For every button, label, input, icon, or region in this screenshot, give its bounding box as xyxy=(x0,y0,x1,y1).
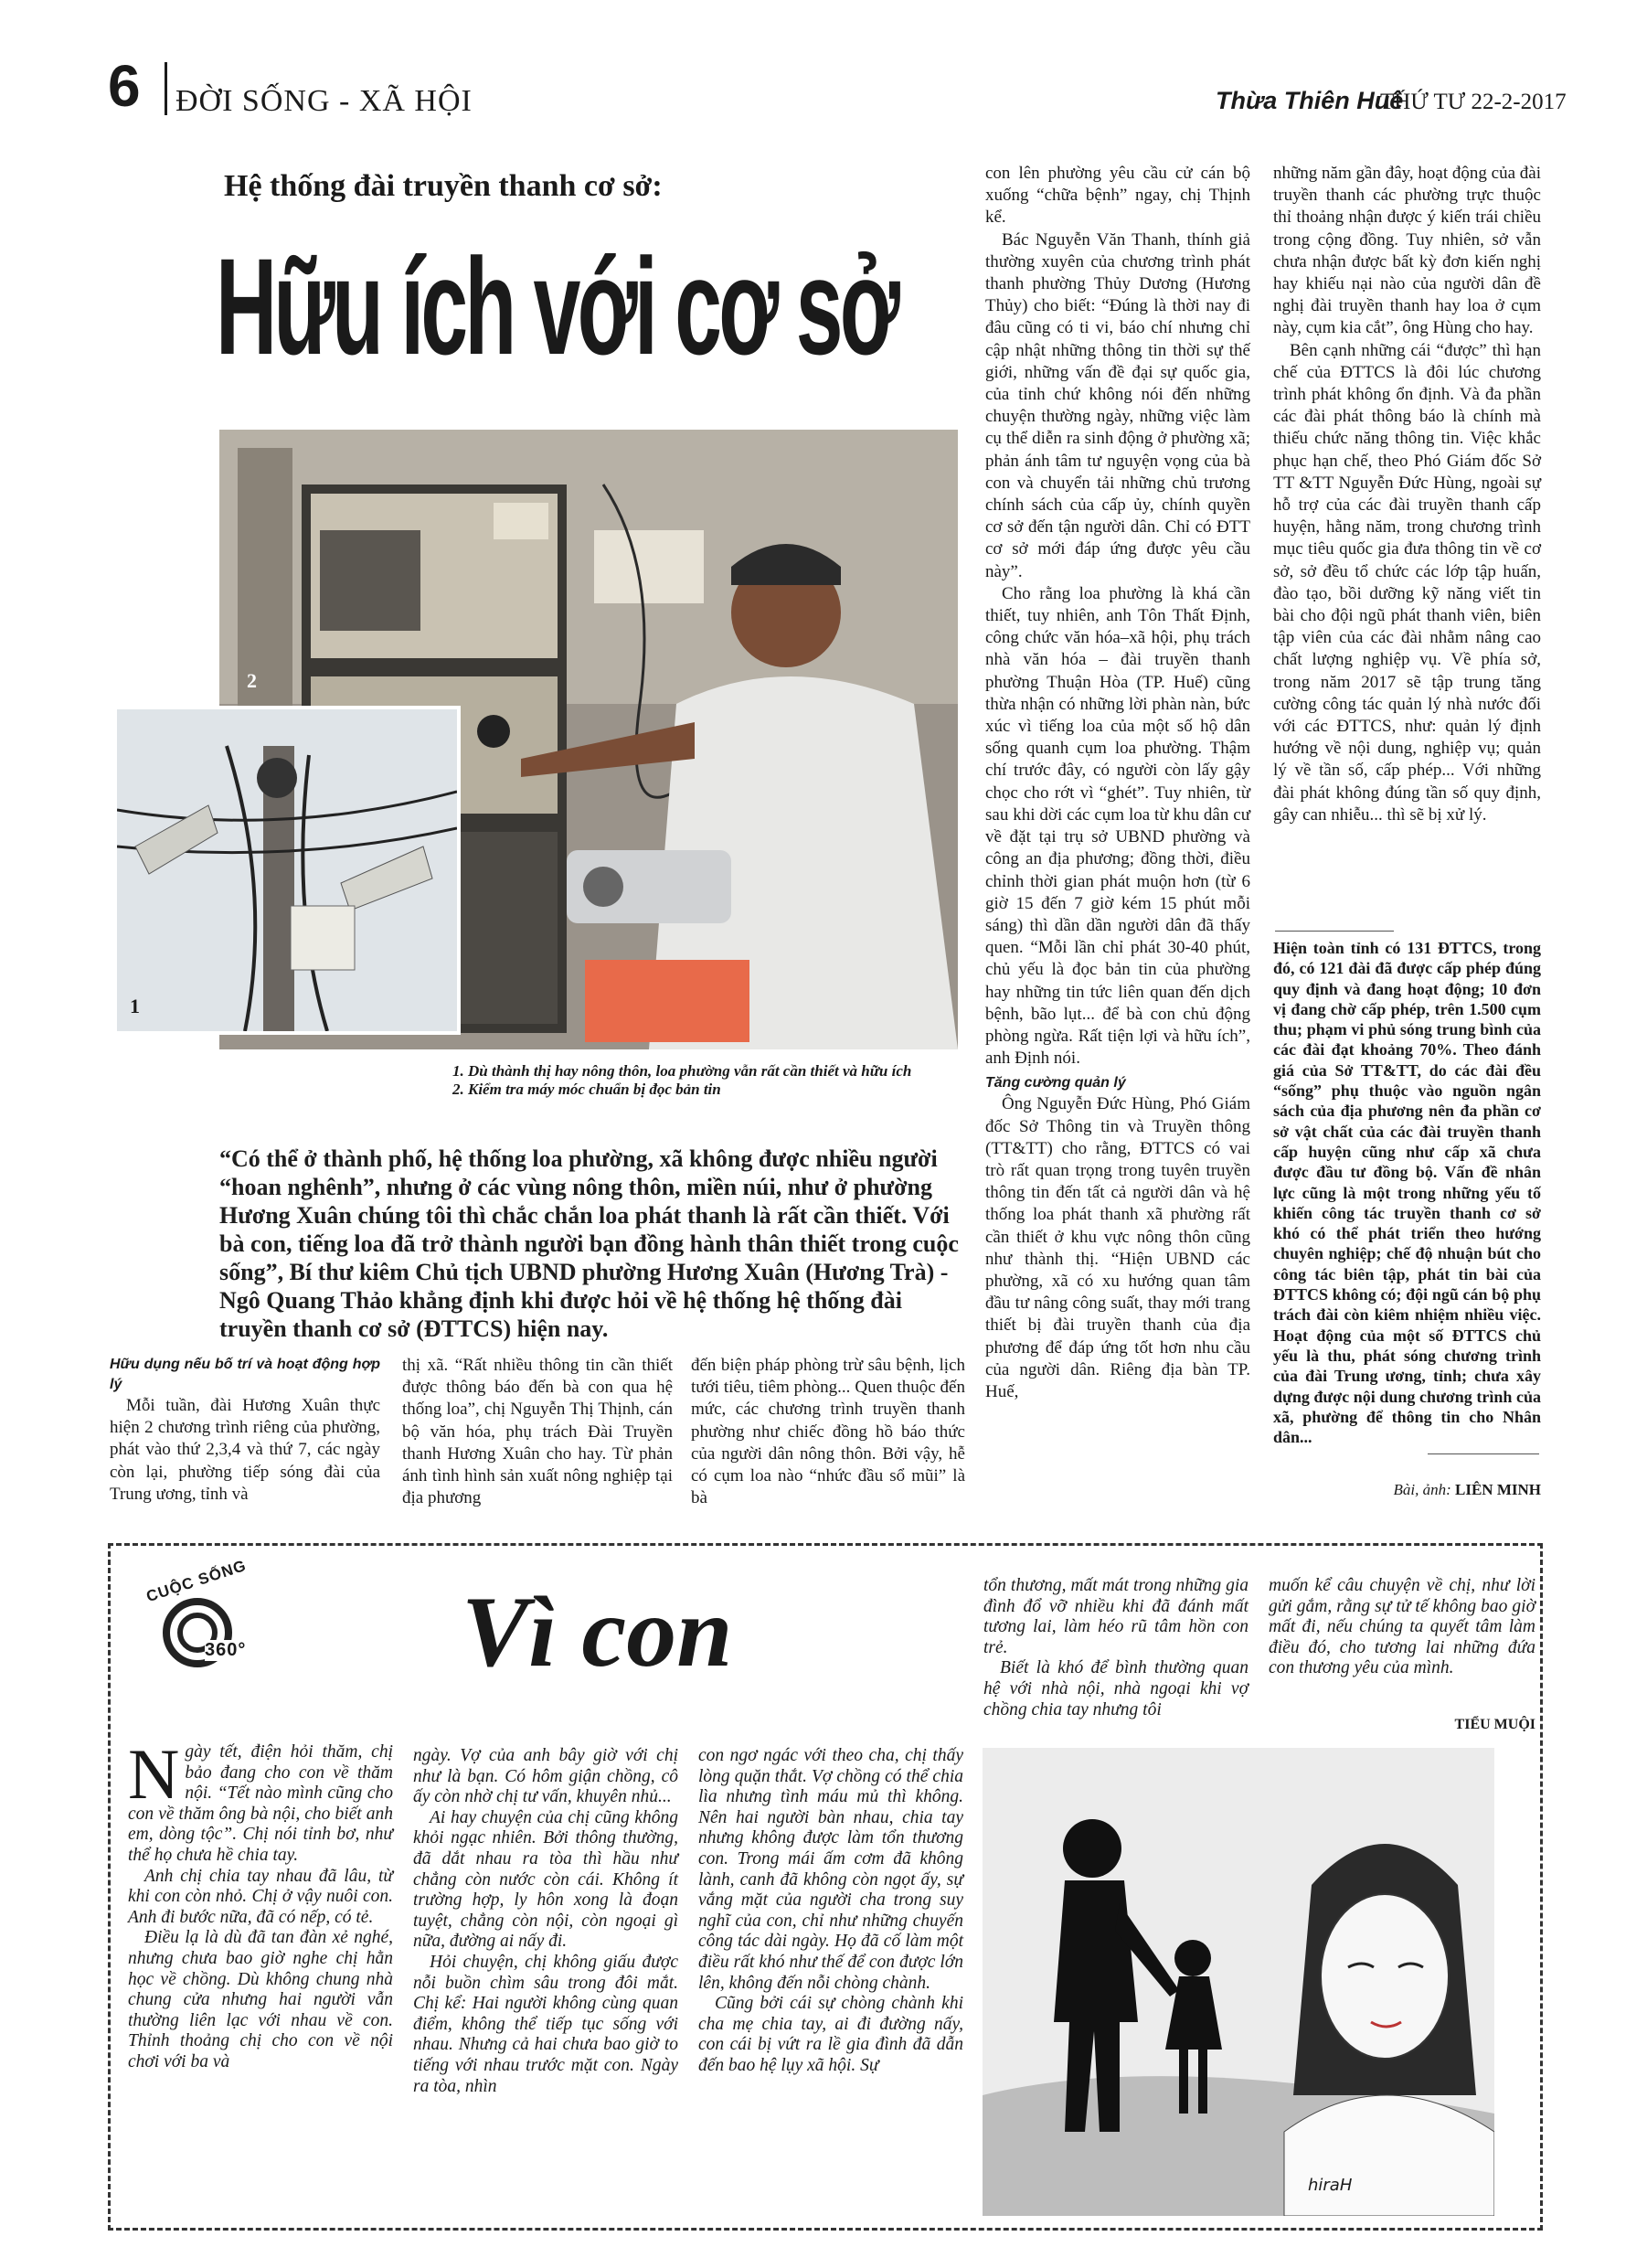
paragraph: con ngơ ngác với theo cha, chị thấy lòng quặn thắt. Vợ chồng có thể chia lìa nhưng tình máu mủ thì không. Nên hai người bàn nhau, chia tay nhưng không được làm tổn thương con. Trong mái ấm cơm đã không lành, canh đã không còn ngọt ấy, sự vắng mặt của người cha trong suy nghĩ của con, chỉ như những chuyến công tác dài ngày. Họ đã cố làm một điều rất khó như thế để con được lớn lên, không đến nỗi chòng chành. xyxy=(698,1746,963,1993)
caption-line: 1. Dù thành thị hay nông thôn, loa phường vẫn rất cần thiết và hữu ích xyxy=(452,1062,912,1080)
subheading: Hữu dụng nếu bố trí và hoạt động hợp lý xyxy=(110,1357,380,1392)
paragraph: Ông Nguyễn Đức Hùng, Phó Giám đốc Sở Thông tin và Truyền thông (TT&TT) cho rằng, ĐTTCS có vai trò rất quan trọng trong tuyên truyền thông tin đến tất cả người dân và hệ thống loa phát thanh xã phường rất cần thiết ở khu vực nông thôn cũng như thành thị. “Hiện UBND các phường, xã có xu hướng quan tâm đầu tư nâng công suất, thay mới trang thiết bị đài truyền thanh của địa phương để đáp ứng tốt hơn nhu cầu của người dân. Riêng địa bàn TP. Huế, xyxy=(985,1094,1250,1401)
story-column-5 xyxy=(1269,1576,1535,1679)
parent-child-illustration xyxy=(983,1748,1494,2216)
photo-loudspeakers xyxy=(113,706,461,1035)
story-column-4 xyxy=(983,1576,1249,1720)
byline-prefix: Bài, ảnh: xyxy=(1393,1481,1451,1498)
header-divider xyxy=(165,62,167,115)
paragraph: những năm gần đây, hoạt động của đài truyền thanh các phường trực thuộc thỉ thoảng nhận được ý kiến trái chiều trong cộng đồng. Tuy nhiên, sở vẫn chưa nhận được bất kỳ đơn kiến nghị hay khiếu nại nào của người dân đề nghị đài truyền thanh hay loa ở cụm này, cụm kia cắt”, ông Hùng cho hay. xyxy=(1273,164,1541,338)
story-column-2 xyxy=(413,1746,678,2097)
paragraph: Cho rằng loa phường là khá cần thiết, tuy nhiên, anh Tôn Thất Định, công chức văn hóa–xã hội, phụ trách nhà văn hóa – đài truyền thanh phường Thuận Hòa (TP. Huế) cũng thừa nhận có những lời phàn nàn, bức xúc vì tiếng loa của một số hộ dân sống quanh cụm loa phường. Thậm chí trước đây, có người còn lấy gậy chọc cho rớt vì “ghét”. Tuy nhiên, từ sau khi dời các cụm loa từ khu dân cư về đặt tại trụ sở UBND phường và công an địa phương; đồng thời, điều chỉnh thời gian phát muộn hơn (từ 6 giờ 15 đến 7 giờ kém 15 phút mỗi sáng) thì dần dần người dân đã thấy quen. “Mỗi lần chỉ phát 30-40 phút, chủ yếu là đọc bản tin của phường hay những tin tức liên quan đến dịch bệnh, bão lụt... để bà con chủ động phòng ngừa. Rất tiện lợi và hữu ích”, anh Định nói. xyxy=(985,583,1250,1069)
section-title: ĐỜI SỐNG - XÃ HỘI xyxy=(175,84,473,118)
paragraph: thị xã. “Rất nhiều thông tin cần thiết được thông báo đến bà con qua hệ thống loa”, chị Nguyễn Thị Thịnh, cán bộ văn hóa, phụ trách Đài Truyền thanh Hương Xuân cho hay. Từ phản ánh tình hình sản xuất nông nghiệp tại địa phương xyxy=(402,1356,673,1508)
paragraph: Bên cạnh những cái “được” thì hạn chế của ĐTTCS là đôi lúc chương trình phát không ổn định. Và đa phần các đài phát thông báo là chính mà thiếu chức năng thông tin. Việc khắc phục hạn chế, theo Phó Giám đốc Sở TT &TT Nguyễn Đức Hùng, ngoài sự hỗ trợ của các đài truyền thanh cấp huyện, hằng năm, trong chương trình mục tiêu quốc gia đưa thông tin về cơ sở, sở đều tổ chức các lớp tập huấn, đào tạo, bồi dưỡng kỹ năng viết tin bài cho đội ngũ phát thanh viên, biên tập viên của các đài nhằm nâng cao chất lượng nghiệp vụ. Về phía sở, trong năm 2017 sẽ tập trung tăng cường công tác quản lý nhà nước đối với các ĐTTCS, như: quản lý định hướng về nội dung, nghiệp vụ; quản lý về tần số, cấp phép... Với những đài phát không đúng tần số quy định, gây can nhiễu... thì sẽ bị xử lý. xyxy=(1273,340,1541,825)
issue-date: THỨ TƯ 22-2-2017 xyxy=(1380,90,1567,114)
story-title: Vì con xyxy=(462,1576,733,1688)
column-b xyxy=(402,1355,673,1509)
article-lead: “Có thể ở thành phố, hệ thống loa phường, xã không được nhiều người “hoan nghênh”, nhưng ở các vùng nông thôn, miền núi, như ở phường Hương Xuân chúng tôi thì chắc chắn loa phát thanh là rất cần thiết. Với bà con, tiếng loa đã trở thành người bạn đồng hành thân thiết trong cuộc sống”, Bí thư kiêm Chủ tịch UBND phường Hương Xuân (Hương Trà) - Ngô Quang Thảo khẳng định khi được hỏi về hệ thống hệ thống đài truyền thanh cơ sở (ĐTTCS) hiện nay. xyxy=(219,1145,959,1342)
paragraph: muốn kể câu chuyện về chị, như lời gửi gắm, rằng sự tử tế không bao giờ mất đi, nếu chúng ta quyết tâm làm điều đó, cho tương lai những đứa con thương yêu của mình. xyxy=(1269,1576,1535,1678)
photo-captions xyxy=(452,1062,964,1099)
byline-name: LIÊN MINH xyxy=(1455,1481,1541,1498)
dropcap: N xyxy=(128,1734,180,1814)
caption-line: 2. Kiểm tra máy móc chuẩn bị đọc bản tin xyxy=(452,1081,721,1098)
article-headline: Hữu ích với cơ sở xyxy=(216,229,898,383)
paragraph: Ai hay chuyện của chị cũng không khỏi ngạc nhiên. Bởi thông thường, đã dắt nhau ra tòa thì hầu như chẳng còn nước còn cái. Không ít trường hợp, ly hôn xong là đoạn tuyệt, chẳng còn nội, còn ngoại gì nữa, đường ai nấy đi. xyxy=(413,1807,678,1952)
paragraph: Anh chị chia tay nhau đã lâu, từ khi con còn nhỏ. Chị ở vậy nuôi con. Anh đi bước nữa, đã có nếp, có tẻ. xyxy=(128,1866,393,1927)
paragraph: tổn thương, mất mát trong những gia đình đổ vỡ nhiều khi đã đánh mất tương lai, làm héo rũ tâm hồn con trẻ. xyxy=(983,1576,1249,1657)
photo-number-label: 2 xyxy=(247,669,257,692)
paragraph: gày tết, điện hỏi thăm, chị bảo đang cho con về thăm nội. “Tết nào mình cũng cho con về thăm ông bà nội, cho biết anh em, dòng tộc”. Chị nói tỉnh bơ, như thể họ chưa hề chia tay. xyxy=(128,1742,393,1865)
byline xyxy=(1298,1481,1541,1499)
paragraph: Bác Nguyễn Văn Thanh, thính giả thường xuyên của chương trình phát thanh phường Thủy Dương (Hương Thủy) cho biết: “Đúng là thời nay đi đâu cũng có ti vi, báo chí nhưng chỉ cập nhật những thông tin thời sự thế giới, những vấn đề đại sự quốc gia, của tỉnh chứ không nói đến những chuyện thường ngày, những việc làm cụ thể diễn ra sinh động ở phường xã; phản ánh tâm tư nguyện vọng của bà con và chuyển tải những chủ trương chính sách của cấp ủy, chính quyền cơ sở đến tận người dân. Chỉ có ĐTT cơ sở mới đáp ứng được yêu cầu này”. xyxy=(985,229,1250,581)
column-d xyxy=(985,163,1250,1403)
story-author: TIỂU MUỘI xyxy=(1454,1717,1535,1732)
paragraph: Biết là khó để bình thường quan hệ với nhà nội, nhà ngoại khi vợ chồng chia tay nhưng tôi xyxy=(983,1658,1249,1720)
column-e xyxy=(1273,163,1541,826)
column-a xyxy=(110,1355,380,1506)
photo-loudspeakers-illustration xyxy=(117,709,457,1031)
stats-box: Hiện toàn tỉnh có 131 ĐTTCS, trong đó, có 121 đài đã được cấp phép đúng quy định và đang hoạt động; 10 đơn vị đang chờ cấp phép, trên 1.500 cụm thu; phạm vi phủ sóng trung bình của các đài đạt khoảng 70%. Theo đánh giá của Sở TT&TT, do các đài đều “sống” phụ thuộc vào nguồn ngân sách của địa phương nên đa phần cơ sở vật chất của các đài truyền thanh cấp huyện cũng như cấp xã chưa được đầu tư đồng bộ. Vấn đề nhân lực cũng là một trong những yếu tố khiến công tác truyền thanh cơ sở khó có thể phát triển theo hướng chuyên nghiệp; chế độ nhuận bút cho công tác biên tập, phát tin bài của ĐTTCS không có; đội ngũ cán bộ phụ trách đài còn kiêm nhiệm nhiều việc. Hoạt động của một số ĐTTCS chủ yếu là thu, phát sóng chương trình của đài Trung ương, tỉnh; chưa xây dựng được nội dung chương trình của xã, phường để thông tin cho Nhân dân... xyxy=(1273,939,1541,1447)
divider xyxy=(1428,1453,1539,1454)
paragraph: đến biện pháp phòng trừ sâu bệnh, lịch tưới tiêu, tiêm phòng... Quen thuộc đến mức, các chương trình truyền thanh phường như chiếc đồng hồ báo thức của người dân nông thôn. Bởi vậy, hễ có cụm loa nào “nhức đầu sổ mũi” là bà xyxy=(691,1356,965,1508)
paragraph: ngày. Vợ của anh bây giờ với chị như là bạn. Có hôm giận chồng, cô ấy còn nhờ chị tư vấn, khuyên nhủ... xyxy=(413,1746,678,1807)
subheading: Tăng cường quản lý xyxy=(985,1075,1126,1091)
newspaper-name: Thừa Thiên Huế xyxy=(1216,87,1404,114)
column-c xyxy=(691,1355,965,1509)
paragraph: Hỏi chuyện, chị không giấu được nỗi buồn chìm sâu trong đôi mắt. Chị kể: Hai người không cùng quan điểm, không thể tiếp tục sống với nhau. Nhưng cả hai chưa bao giờ to tiếng với nhau trước mặt con. Ngày ra tòa, nhìn xyxy=(413,1952,678,2096)
article-kicker: Hệ thống đài truyền thanh cơ sở: xyxy=(224,169,663,203)
story-column-1 xyxy=(128,1734,393,2073)
illustration-signature: hiraH xyxy=(1308,2176,1353,2195)
story-column-3 xyxy=(698,1746,963,2077)
logo-number: 360° xyxy=(205,1640,247,1660)
cuoc-song-360-logo xyxy=(143,1556,263,1673)
story-illustration xyxy=(983,1748,1494,2216)
paragraph: con lên phường yêu cầu cử cán bộ xuống “chữa bệnh” ngay, chị Thịnh kể. xyxy=(985,164,1250,228)
logo-text: CUỘC SỐNG xyxy=(143,1556,249,1606)
paragraph: Cũng bởi cái sự chòng chành khi cha mẹ chia tay, ai đi đường nấy, con cái bị vứt ra lề gia đình đã dẫn đến bao hệ lụy xã hội. Sự xyxy=(698,1994,963,2075)
page-number: 6 xyxy=(108,53,141,119)
paragraph: Mỗi tuần, đài Hương Xuân thực hiện 2 chương trình riêng của phường, phát vào thứ 2,3,4 và thứ 7, các ngày còn lại, phường tiếp sóng đài của Trung ương, tỉnh và xyxy=(110,1396,380,1504)
photo-number-label: 1 xyxy=(130,995,140,1017)
divider xyxy=(1275,931,1394,932)
paragraph: Điều lạ là dù đã tan đàn xẻ nghé, nhưng chưa bao giờ nghe chị hằn học về chồng. Dù không chung nhà chung cửa nhưng hai người vẫn thường liên lạc với nhau về con. Thỉnh thoảng chị cho con về nội chơi với ba và xyxy=(128,1928,393,2071)
